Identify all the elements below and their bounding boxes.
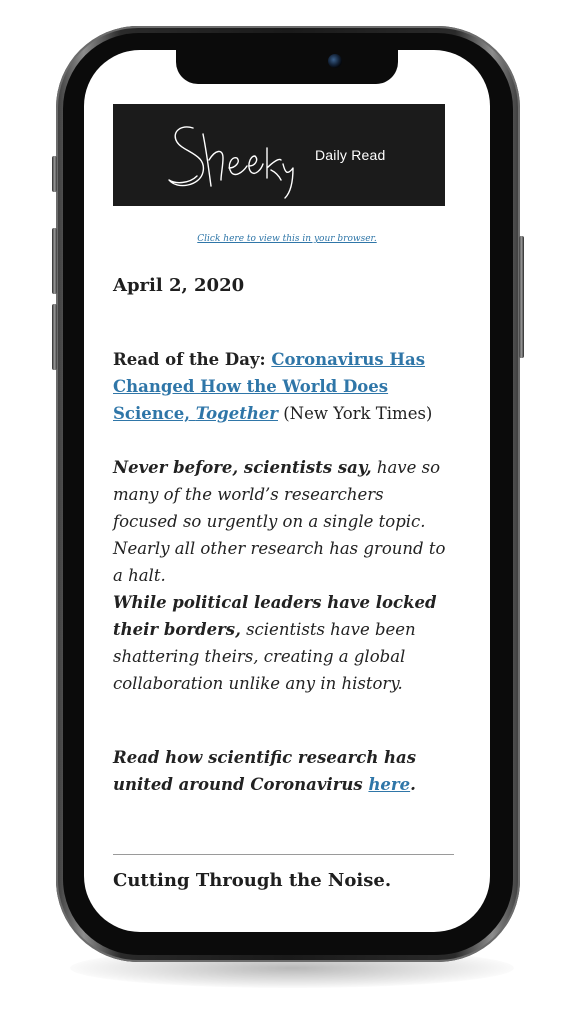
volume-down-button xyxy=(52,304,57,370)
article-link-italic: Together xyxy=(195,404,278,423)
paragraph-body: have so many of the world’s researchers focused so urgently on a single topic. Nearly all other research has ground to a halt. xyxy=(113,458,446,585)
banner-title: Daily Read xyxy=(315,147,386,163)
call-to-action xyxy=(113,744,451,798)
front-camera-icon xyxy=(328,54,342,68)
silent-switch xyxy=(52,156,57,192)
email-header-banner xyxy=(113,104,445,206)
cut-off-headline xyxy=(184,918,414,932)
phone-notch xyxy=(176,50,398,84)
cta-text: Read how scientific research has united around Coronavirus xyxy=(113,748,417,794)
paragraph-lead: While political leaders have locked their borders, xyxy=(113,593,437,639)
view-in-browser-link[interactable]: Click here to view this in your browser. xyxy=(197,234,377,244)
read-of-day-label: Read of the Day: xyxy=(113,350,272,369)
here-link[interactable]: here xyxy=(368,775,411,794)
power-button xyxy=(519,236,524,358)
cta-end: . xyxy=(410,775,416,794)
phone-screen xyxy=(84,50,490,932)
volume-up-button xyxy=(52,228,57,294)
article-link-text: Coronavirus Has Changed How the World Does Science, xyxy=(113,350,426,423)
paragraph-body: scientists have been shattering theirs, creating a global collaboration unlike any in history. xyxy=(113,620,416,693)
section-title: Cutting Through the Noise. xyxy=(113,870,392,891)
signature-logo xyxy=(163,114,303,200)
section-divider xyxy=(113,854,454,855)
article-source: (New York Times) xyxy=(278,404,433,423)
paragraph-political-leaders xyxy=(113,589,451,697)
email-date: April 2, 2020 xyxy=(113,275,245,296)
read-of-the-day xyxy=(113,346,451,427)
paragraph-lead: Never before, scientists say, xyxy=(113,458,372,477)
paragraph-never-before xyxy=(113,454,451,589)
